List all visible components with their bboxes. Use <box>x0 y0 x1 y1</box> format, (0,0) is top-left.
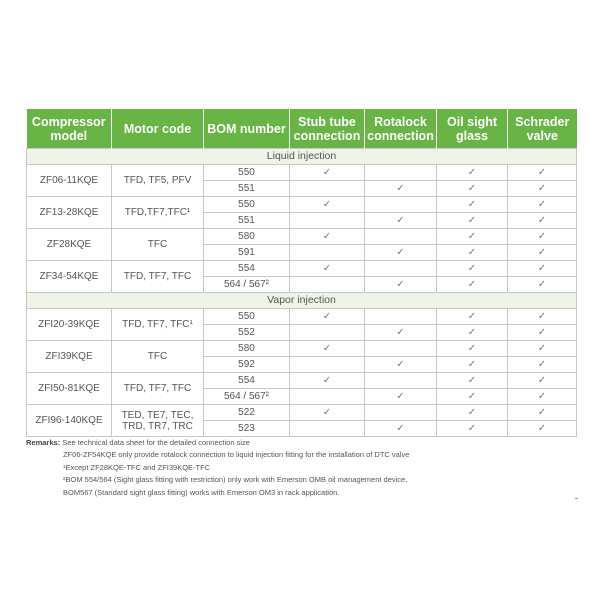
rotalock-check: ✓ <box>365 277 437 293</box>
remark-line: See technical data sheet for the detailed connection size <box>62 438 250 447</box>
rotalock-check <box>365 261 437 277</box>
header-oil-sight-glass: Oil sight glass <box>437 109 508 149</box>
oil-sight-glass-check: ✓ <box>437 373 508 389</box>
stub-tube-check: ✓ <box>290 341 365 357</box>
compressor-model: ZF13-28KQE <box>27 197 112 229</box>
oil-sight-glass-check: ✓ <box>437 325 508 341</box>
bom-number: 591 <box>204 245 290 261</box>
schrader-valve-check: ✓ <box>508 181 577 197</box>
schrader-valve-check: ✓ <box>508 309 577 325</box>
bom-number: 550 <box>204 197 290 213</box>
rotalock-check: ✓ <box>365 213 437 229</box>
table-row <box>27 197 577 213</box>
corner-mark <box>575 498 578 501</box>
bom-number: 580 <box>204 341 290 357</box>
schrader-valve-check: ✓ <box>508 421 577 437</box>
rotalock-check: ✓ <box>365 421 437 437</box>
rotalock-check <box>365 405 437 421</box>
header-rotalock: Rotalock connection <box>365 109 437 149</box>
schrader-valve-check: ✓ <box>508 373 577 389</box>
motor-code: TFC <box>112 341 204 373</box>
rotalock-check: ✓ <box>365 325 437 341</box>
section-row <box>27 149 577 165</box>
stub-tube-check <box>290 245 365 261</box>
remark-line: ZF06-ZF54KQE only provide rotalock connection to liquid injection fitting for the installation of DTC valve <box>63 450 410 460</box>
stub-tube-check: ✓ <box>290 309 365 325</box>
stub-tube-check <box>290 357 365 373</box>
schrader-valve-check: ✓ <box>508 261 577 277</box>
remarks <box>26 437 409 499</box>
remark-line: ¹Except ZF28KQE-TFC and ZFI39KQE-TFC <box>63 462 211 472</box>
oil-sight-glass-check: ✓ <box>437 229 508 245</box>
stub-tube-check <box>290 277 365 293</box>
bom-number: 580 <box>204 229 290 245</box>
stub-tube-check <box>290 325 365 341</box>
bom-number: 523 <box>204 421 290 437</box>
oil-sight-glass-check: ✓ <box>437 181 508 197</box>
header-motor-code: Motor code <box>112 109 204 149</box>
rotalock-check: ✓ <box>365 181 437 197</box>
table-row <box>27 341 577 357</box>
stub-tube-check <box>290 421 365 437</box>
rotalock-check: ✓ <box>365 389 437 405</box>
stub-tube-check: ✓ <box>290 373 365 389</box>
oil-sight-glass-check: ✓ <box>437 165 508 181</box>
oil-sight-glass-check: ✓ <box>437 421 508 437</box>
stub-tube-check <box>290 389 365 405</box>
stub-tube-check <box>290 213 365 229</box>
bom-number: 552 <box>204 325 290 341</box>
header-bom-number: BOM number <box>204 109 290 149</box>
schrader-valve-check: ✓ <box>508 213 577 229</box>
section-title: Liquid injection <box>27 149 577 165</box>
bom-number: 554 <box>204 261 290 277</box>
oil-sight-glass-check: ✓ <box>437 261 508 277</box>
compressor-model: ZFI20-39KQE <box>27 309 112 341</box>
rotalock-check <box>365 229 437 245</box>
compressor-model: ZF28KQE <box>27 229 112 261</box>
schrader-valve-check: ✓ <box>508 405 577 421</box>
bom-number: 522 <box>204 405 290 421</box>
schrader-valve-check: ✓ <box>508 197 577 213</box>
section-row <box>27 293 577 309</box>
table-row <box>27 405 577 421</box>
bom-number: 551 <box>204 181 290 197</box>
table-header-row <box>27 109 577 149</box>
motor-code: TFD, TF5, PFV <box>112 165 204 197</box>
rotalock-check: ✓ <box>365 245 437 261</box>
schrader-valve-check: ✓ <box>508 389 577 405</box>
table-row <box>27 165 577 181</box>
oil-sight-glass-check: ✓ <box>437 197 508 213</box>
schrader-valve-check: ✓ <box>508 229 577 245</box>
schrader-valve-check: ✓ <box>508 165 577 181</box>
compressor-model: ZFI96-140KQE <box>27 405 112 437</box>
rotalock-check <box>365 197 437 213</box>
compressor-model: ZF34-54KQE <box>27 261 112 293</box>
compressor-model: ZF06-11KQE <box>27 165 112 197</box>
motor-code: TFC <box>112 229 204 261</box>
rotalock-check <box>365 373 437 389</box>
bom-number: 551 <box>204 213 290 229</box>
oil-sight-glass-check: ✓ <box>437 277 508 293</box>
table-row <box>27 261 577 277</box>
section-title: Vapor injection <box>27 293 577 309</box>
rotalock-check <box>365 341 437 357</box>
motor-code: TED, TE7, TEC, TRD, TR7, TRC <box>112 405 204 437</box>
stub-tube-check <box>290 181 365 197</box>
rotalock-check: ✓ <box>365 357 437 373</box>
motor-code: TFD, TF7, TFC¹ <box>112 309 204 341</box>
oil-sight-glass-check: ✓ <box>437 405 508 421</box>
oil-sight-glass-check: ✓ <box>437 309 508 325</box>
header-compressor-model: Compressor model <box>27 109 112 149</box>
motor-code: TFD, TF7, TFC <box>112 373 204 405</box>
stub-tube-check: ✓ <box>290 229 365 245</box>
motor-code: TFD, TF7, TFC <box>112 261 204 293</box>
rotalock-check <box>365 165 437 181</box>
bom-number: 592 <box>204 357 290 373</box>
bom-number: 554 <box>204 373 290 389</box>
motor-code: TFD,TF7,TFC¹ <box>112 197 204 229</box>
oil-sight-glass-check: ✓ <box>437 341 508 357</box>
remark-line: BOM567 (Standard sight glass fitting) works with Emerson OM3 in rack application. <box>63 487 340 497</box>
rotalock-check <box>365 309 437 325</box>
oil-sight-glass-check: ✓ <box>437 213 508 229</box>
oil-sight-glass-check: ✓ <box>437 245 508 261</box>
schrader-valve-check: ✓ <box>508 341 577 357</box>
oil-sight-glass-check: ✓ <box>437 357 508 373</box>
schrader-valve-check: ✓ <box>508 277 577 293</box>
oil-sight-glass-check: ✓ <box>437 389 508 405</box>
table-row <box>27 373 577 389</box>
compressor-model: ZFI50-81KQE <box>27 373 112 405</box>
header-stub-tube: Stub tube connection <box>290 109 365 149</box>
header-schrader-valve: Schrader valve <box>508 109 577 149</box>
table-row <box>27 229 577 245</box>
stub-tube-check: ✓ <box>290 261 365 277</box>
table-row <box>27 309 577 325</box>
schrader-valve-check: ✓ <box>508 325 577 341</box>
compressor-model: ZFI39KQE <box>27 341 112 373</box>
stub-tube-check: ✓ <box>290 405 365 421</box>
bom-number: 550 <box>204 309 290 325</box>
schrader-valve-check: ✓ <box>508 357 577 373</box>
compressor-connection-table <box>26 109 577 437</box>
stub-tube-check: ✓ <box>290 165 365 181</box>
schrader-valve-check: ✓ <box>508 245 577 261</box>
bom-number: 564 / 567² <box>204 389 290 405</box>
remark-line: ²BOM 554/564 (Sight glass fitting with restriction) only work with Emerson OMB oil management device, <box>63 475 408 485</box>
remarks-label: Remarks: <box>26 438 61 447</box>
bom-number: 550 <box>204 165 290 181</box>
stub-tube-check: ✓ <box>290 197 365 213</box>
bom-number: 564 / 567² <box>204 277 290 293</box>
